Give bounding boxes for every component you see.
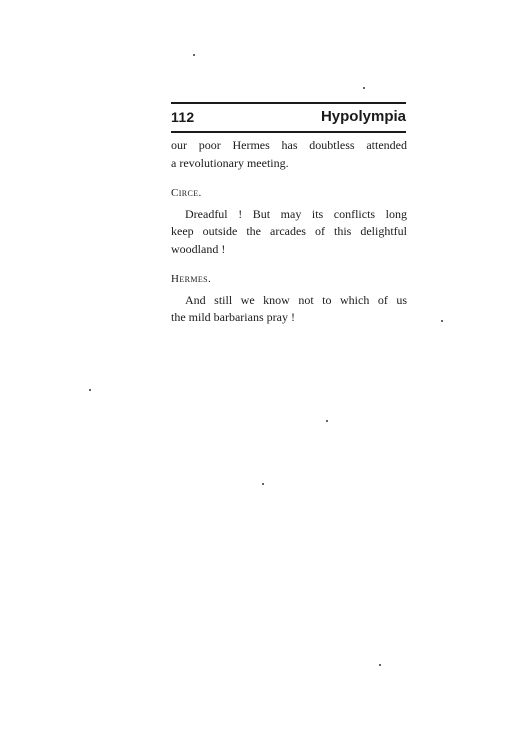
text-line: keep outside the arcades of this delightful <box>171 224 407 238</box>
scan-speck <box>441 320 443 322</box>
text-line: our poor Hermes has doubtless attended <box>171 138 407 152</box>
speech-paragraph <box>171 292 407 327</box>
running-title: Hypolympia <box>320 108 406 125</box>
scan-speck <box>379 664 381 666</box>
speaker-name: Circe. <box>171 187 202 199</box>
scan-speck <box>326 420 328 422</box>
text-line: And still we know not to which of us <box>185 292 407 307</box>
page-number: 112 <box>171 109 195 125</box>
scan-speck <box>262 483 264 485</box>
scan-speck <box>89 389 91 391</box>
text-line: a revolutionary meeting. <box>171 155 289 170</box>
body-text <box>171 137 407 327</box>
header-bottom-rule <box>171 131 406 133</box>
text-line: Dreadful ! But may its conflicts long <box>185 206 407 221</box>
scan-speck <box>193 54 195 56</box>
text-line: the mild barbarians pray ! <box>171 310 295 324</box>
header-top-rule <box>171 102 406 104</box>
page-header <box>171 102 406 136</box>
speaker-name: Hermes. <box>171 273 212 285</box>
opening-paragraph <box>171 137 407 172</box>
text-line: woodland ! <box>171 241 226 256</box>
scan-speck <box>363 87 365 89</box>
speech-paragraph <box>171 206 407 259</box>
